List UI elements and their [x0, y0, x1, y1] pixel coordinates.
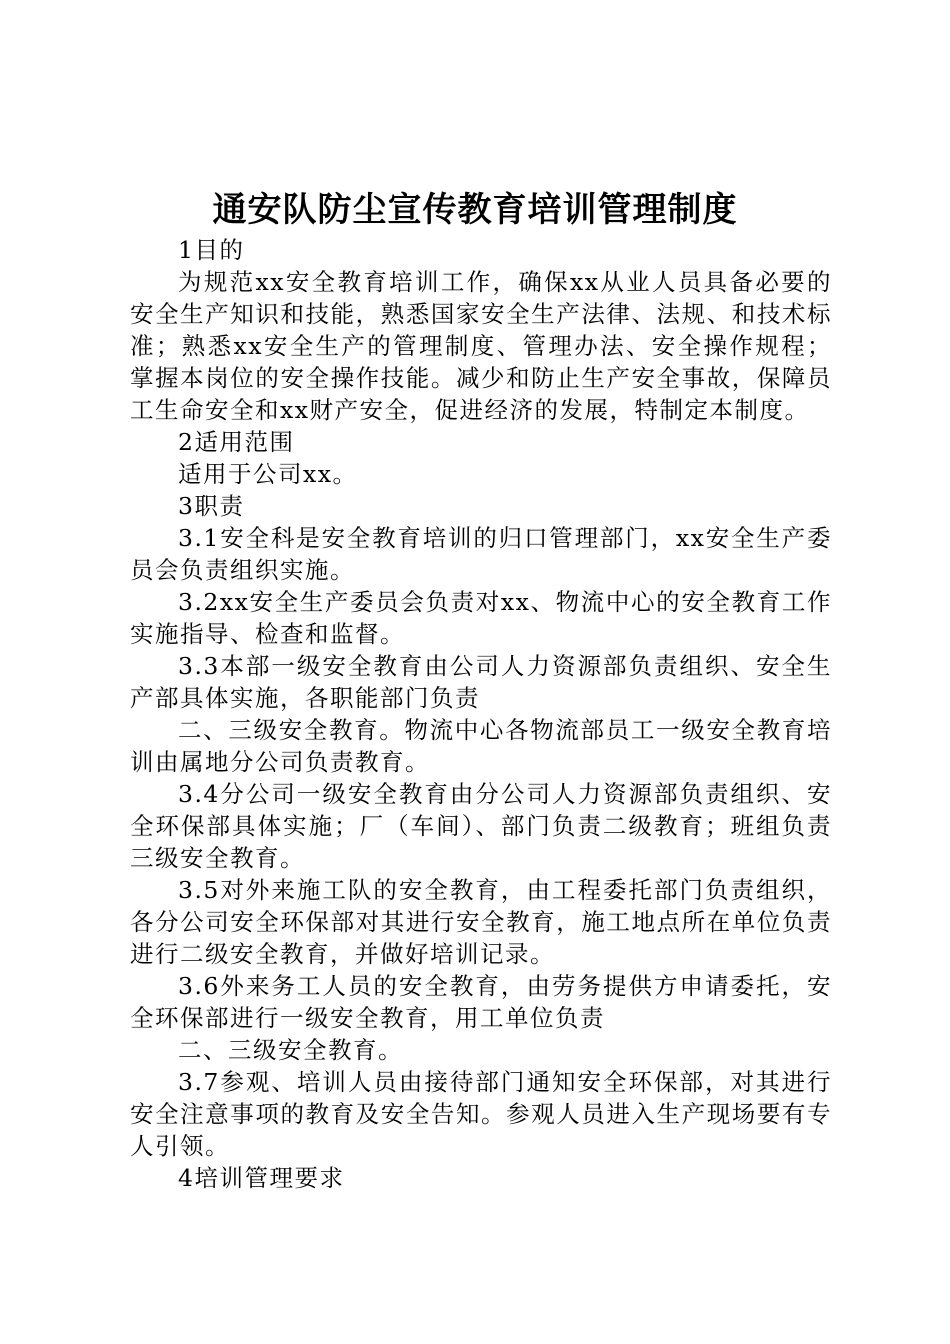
document-body — [130, 234, 832, 1194]
paragraph-purpose: 为规范xx安全教育培训工作，确保xx从业人员具备必要的安全生产知识和技能，熟悉国家安全生产法律、法规、和技术标准；熟悉xx安全生产的管理制度、管理办法、安全操作规程；掌握本岗位的安全操作技能。减少和防止生产安全事故，保障员工生命安全和xx财产安全，促进经济的发展，特制定本制度。 — [130, 268, 832, 424]
section-heading-training-requirements: 4培训管理要求 — [178, 1164, 345, 1192]
section-heading-purpose: 1目的 — [178, 236, 245, 264]
paragraph-scope: 适用于公司xx。 — [178, 460, 358, 488]
paragraph-3-5: 3.5对外来施工队的安全教育，由工程委托部门负责组织，各分公司安全环保部对其进行安全教育，施工地点所在单位负责进行二级安全教育，并做好培训记录。 — [130, 876, 832, 968]
section-heading-responsibilities: 3职责 — [178, 492, 245, 520]
paragraph-3-6-continued: 二、三级安全教育。 — [178, 1036, 403, 1064]
paragraph-3-3: 3.3本部一级安全教育由公司人力资源部负责组织、安全生产部具体实施，各职能部门负责 — [130, 652, 832, 712]
paragraph-3-3-continued: 二、三级安全教育。物流中心各物流部员工一级安全教育培训由属地分公司负责教育。 — [130, 716, 832, 776]
paragraph-3-2: 3.2xx安全生产委员会负责对xx、物流中心的安全教育工作实施指导、检查和监督。 — [130, 588, 832, 648]
paragraph-3-7: 3.7参观、培训人员由接待部门通知安全环保部，对其进行安全注意事项的教育及安全告知。参观人员进入生产现场要有专人引领。 — [130, 1068, 832, 1160]
paragraph-3-1: 3.1安全科是安全教育培训的归口管理部门，xx安全生产委员会负责组织实施。 — [130, 524, 832, 584]
paragraph-3-4: 3.4分公司一级安全教育由分公司人力资源部负责组织、安全环保部具体实施；厂（车间）、部门负责二级教育；班组负责三级安全教育。 — [130, 780, 832, 872]
document-title: 通安队防尘宣传教育培训管理制度 — [212, 190, 738, 230]
section-heading-scope: 2适用范围 — [178, 428, 295, 456]
paragraph-3-6: 3.6外来务工人员的安全教育，由劳务提供方申请委托，安全环保部进行一级安全教育，用工单位负责 — [130, 972, 832, 1032]
